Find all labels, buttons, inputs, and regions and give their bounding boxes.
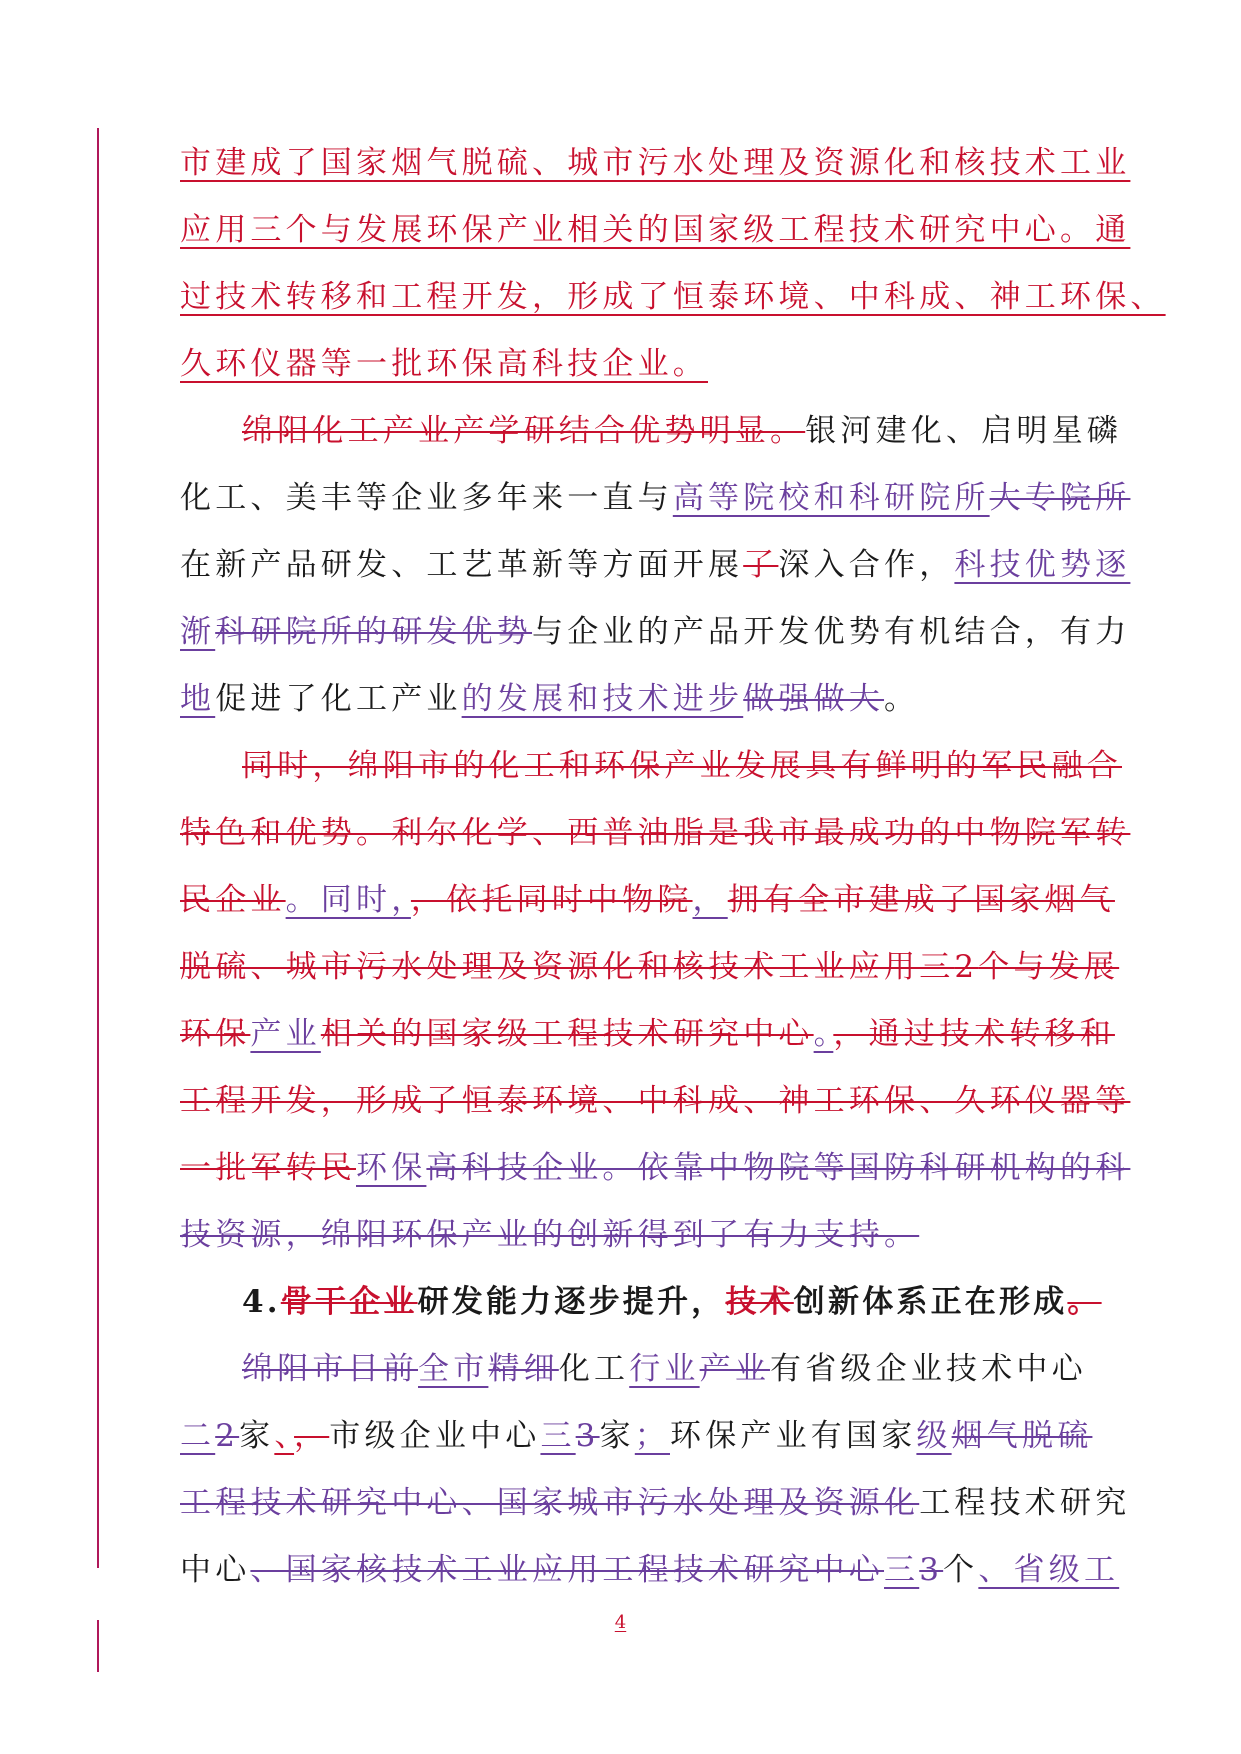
text-run: 工程技术研究 (919, 1485, 1131, 1521)
inserted-text: 渐 (180, 614, 216, 650)
text-line (180, 1076, 1140, 1143)
deleted-text: 个与发展 (978, 949, 1120, 985)
text-line (180, 741, 1140, 808)
deleted-text: 拥有全市建成了国家烟气 (727, 882, 1115, 918)
inserted-text: 地 (180, 681, 216, 717)
inserted-text: 三 (884, 1552, 920, 1588)
text-line (180, 674, 1140, 741)
text-line (180, 808, 1140, 875)
text-line (180, 1478, 1140, 1545)
text-run: 个 (943, 1552, 979, 1588)
inserted-text: 产业 (250, 1016, 321, 1052)
section-heading-line (180, 1277, 1140, 1344)
inserted-text: 高等院校和科研院所 (672, 480, 990, 516)
inserted-text: 全市 (418, 1351, 489, 1387)
deleted-text: 产业 (699, 1351, 771, 1387)
text-line (180, 875, 1140, 942)
text-run: 家 (239, 1418, 275, 1454)
inserted-text: 。同时， (285, 882, 411, 918)
deleted-text: ， (294, 1418, 330, 1454)
inserted-text: 二 (180, 1418, 216, 1454)
text-line (180, 205, 1140, 272)
inserted-text: 、 (274, 1418, 295, 1454)
inserted-text: 行业 (629, 1351, 700, 1387)
deleted-text: 3 (919, 1552, 944, 1588)
text-line (180, 607, 1140, 674)
deleted-text: 同时，绵阳市的化工和环保产业发展具有鲜明的军民融合 (242, 748, 1122, 784)
deleted-text: ，依托同时中物院 (410, 882, 693, 918)
text-run: 4. (242, 1284, 281, 1320)
revision-change-bar (97, 128, 99, 1568)
text-run: 市级企业中心 (329, 1418, 541, 1454)
text-line (180, 473, 1140, 540)
inserted-text: 应用三个与发展环保产业相关的国家级工程技术研究中心。通 (180, 212, 1131, 248)
deleted-text: 骨干企业 (280, 1284, 418, 1320)
text-run: 。 (884, 681, 920, 717)
deleted-text: 一批军转民 (180, 1150, 356, 1186)
deleted-text: 精细 (488, 1351, 559, 1387)
deleted-text: 绵阳市目前 (242, 1351, 418, 1387)
text-line (180, 1344, 1140, 1411)
deleted-text: 大专院所 (989, 480, 1131, 516)
text-run: 化工、美丰等企业多年来一直与 (180, 480, 673, 516)
text-line (180, 272, 1166, 339)
deleted-text: 做强做大 (743, 681, 885, 717)
inserted-text: 、省级工 (978, 1552, 1120, 1588)
text-run: 创新体系正在形成 (793, 1284, 1068, 1320)
inserted-text: ； (634, 1418, 670, 1454)
text-line (180, 1545, 1140, 1612)
inserted-text: 三 (540, 1418, 576, 1454)
deleted-text: 了 (743, 547, 779, 583)
inserted-text: 久环仪器等一批环保高科技企业。 (180, 346, 708, 382)
inserted-text: 科技优势逐 (954, 547, 1131, 583)
text-run: 深入合作， (778, 547, 955, 583)
deleted-text: ，通过技术转移和 (833, 1016, 1115, 1052)
document-body (180, 138, 1166, 1612)
text-line (180, 339, 1140, 406)
deleted-text: 技资源，绵阳环保产业的创新得到了有力支持。 (180, 1217, 920, 1253)
text-line (180, 942, 1140, 1009)
inserted-text: 级 (916, 1418, 952, 1454)
text-run: 有省级企业技术中心 (770, 1351, 1087, 1387)
deleted-text: 高科技企业。依靠中物院等国防科研机构的科 (426, 1150, 1131, 1186)
deleted-text: 。 (1067, 1284, 1102, 1320)
page-number: 4 (614, 1612, 627, 1633)
deleted-text: 绵阳化工产业产学研结合优势明显。 (242, 413, 806, 449)
text-line (180, 1143, 1140, 1210)
deleted-text: 、国家核技术工业应用工程技术研究中心 (250, 1552, 885, 1588)
deleted-text: 民企业 (180, 882, 286, 918)
text-run: 家 (599, 1418, 635, 1454)
deleted-text: 2 (954, 949, 979, 985)
deleted-text: 工程技术研究中心、国家城市污水处理及资源化 (180, 1485, 920, 1521)
text-run: 银河建化、启明星磷 (805, 413, 1123, 449)
text-run: 研发能力逐步提升， (417, 1284, 726, 1320)
deleted-text: 相关的国家级工程技术研究中心 (320, 1016, 814, 1052)
text-run: 中心 (180, 1552, 251, 1588)
text-line (180, 406, 1140, 473)
inserted-text: 。 (813, 1016, 834, 1052)
text-run: 在新产品研发、工艺革新等方面开展 (180, 547, 744, 583)
inserted-text: 过技术转移和工程开发，形成了恒泰环境、中科成、神工环保、 (180, 279, 1166, 315)
text-run: 促进了化工产业 (215, 681, 462, 717)
text-line (180, 1411, 1140, 1478)
text-line (180, 1009, 1140, 1076)
deleted-text: 脱硫、城市污水处理及资源化和核技术工业应用三 (180, 949, 955, 985)
deleted-text: 技术 (725, 1284, 794, 1320)
deleted-text: 环保 (180, 1016, 251, 1052)
text-run: 与企业的产品开发优势有机结合，有力 (532, 614, 1131, 650)
text-line (180, 138, 1140, 205)
text-run: 化工 (558, 1351, 630, 1387)
deleted-text: 特色和优势。利尔化学、西普油脂是我市最成功的中物院军转 (180, 815, 1131, 851)
inserted-text: ， (692, 882, 728, 918)
inserted-text: 的发展和技术进步 (461, 681, 744, 717)
inserted-text: 环保 (356, 1150, 427, 1186)
deleted-text: 科研院所的研发优势 (215, 614, 533, 650)
inserted-text: 市建成了国家烟气脱硫、城市污水处理及资源化和核技术工业 (180, 145, 1131, 181)
text-line (180, 1210, 1140, 1277)
deleted-text: 工程开发，形成了恒泰环境、中科成、神工环保、久环仪器等 (180, 1083, 1131, 1119)
text-run: 环保产业有国家 (670, 1418, 917, 1454)
text-line (180, 540, 1140, 607)
deleted-text: 烟气脱硫 (951, 1418, 1093, 1454)
deleted-text: 3 (575, 1418, 600, 1454)
deleted-text: 2 (215, 1418, 240, 1454)
